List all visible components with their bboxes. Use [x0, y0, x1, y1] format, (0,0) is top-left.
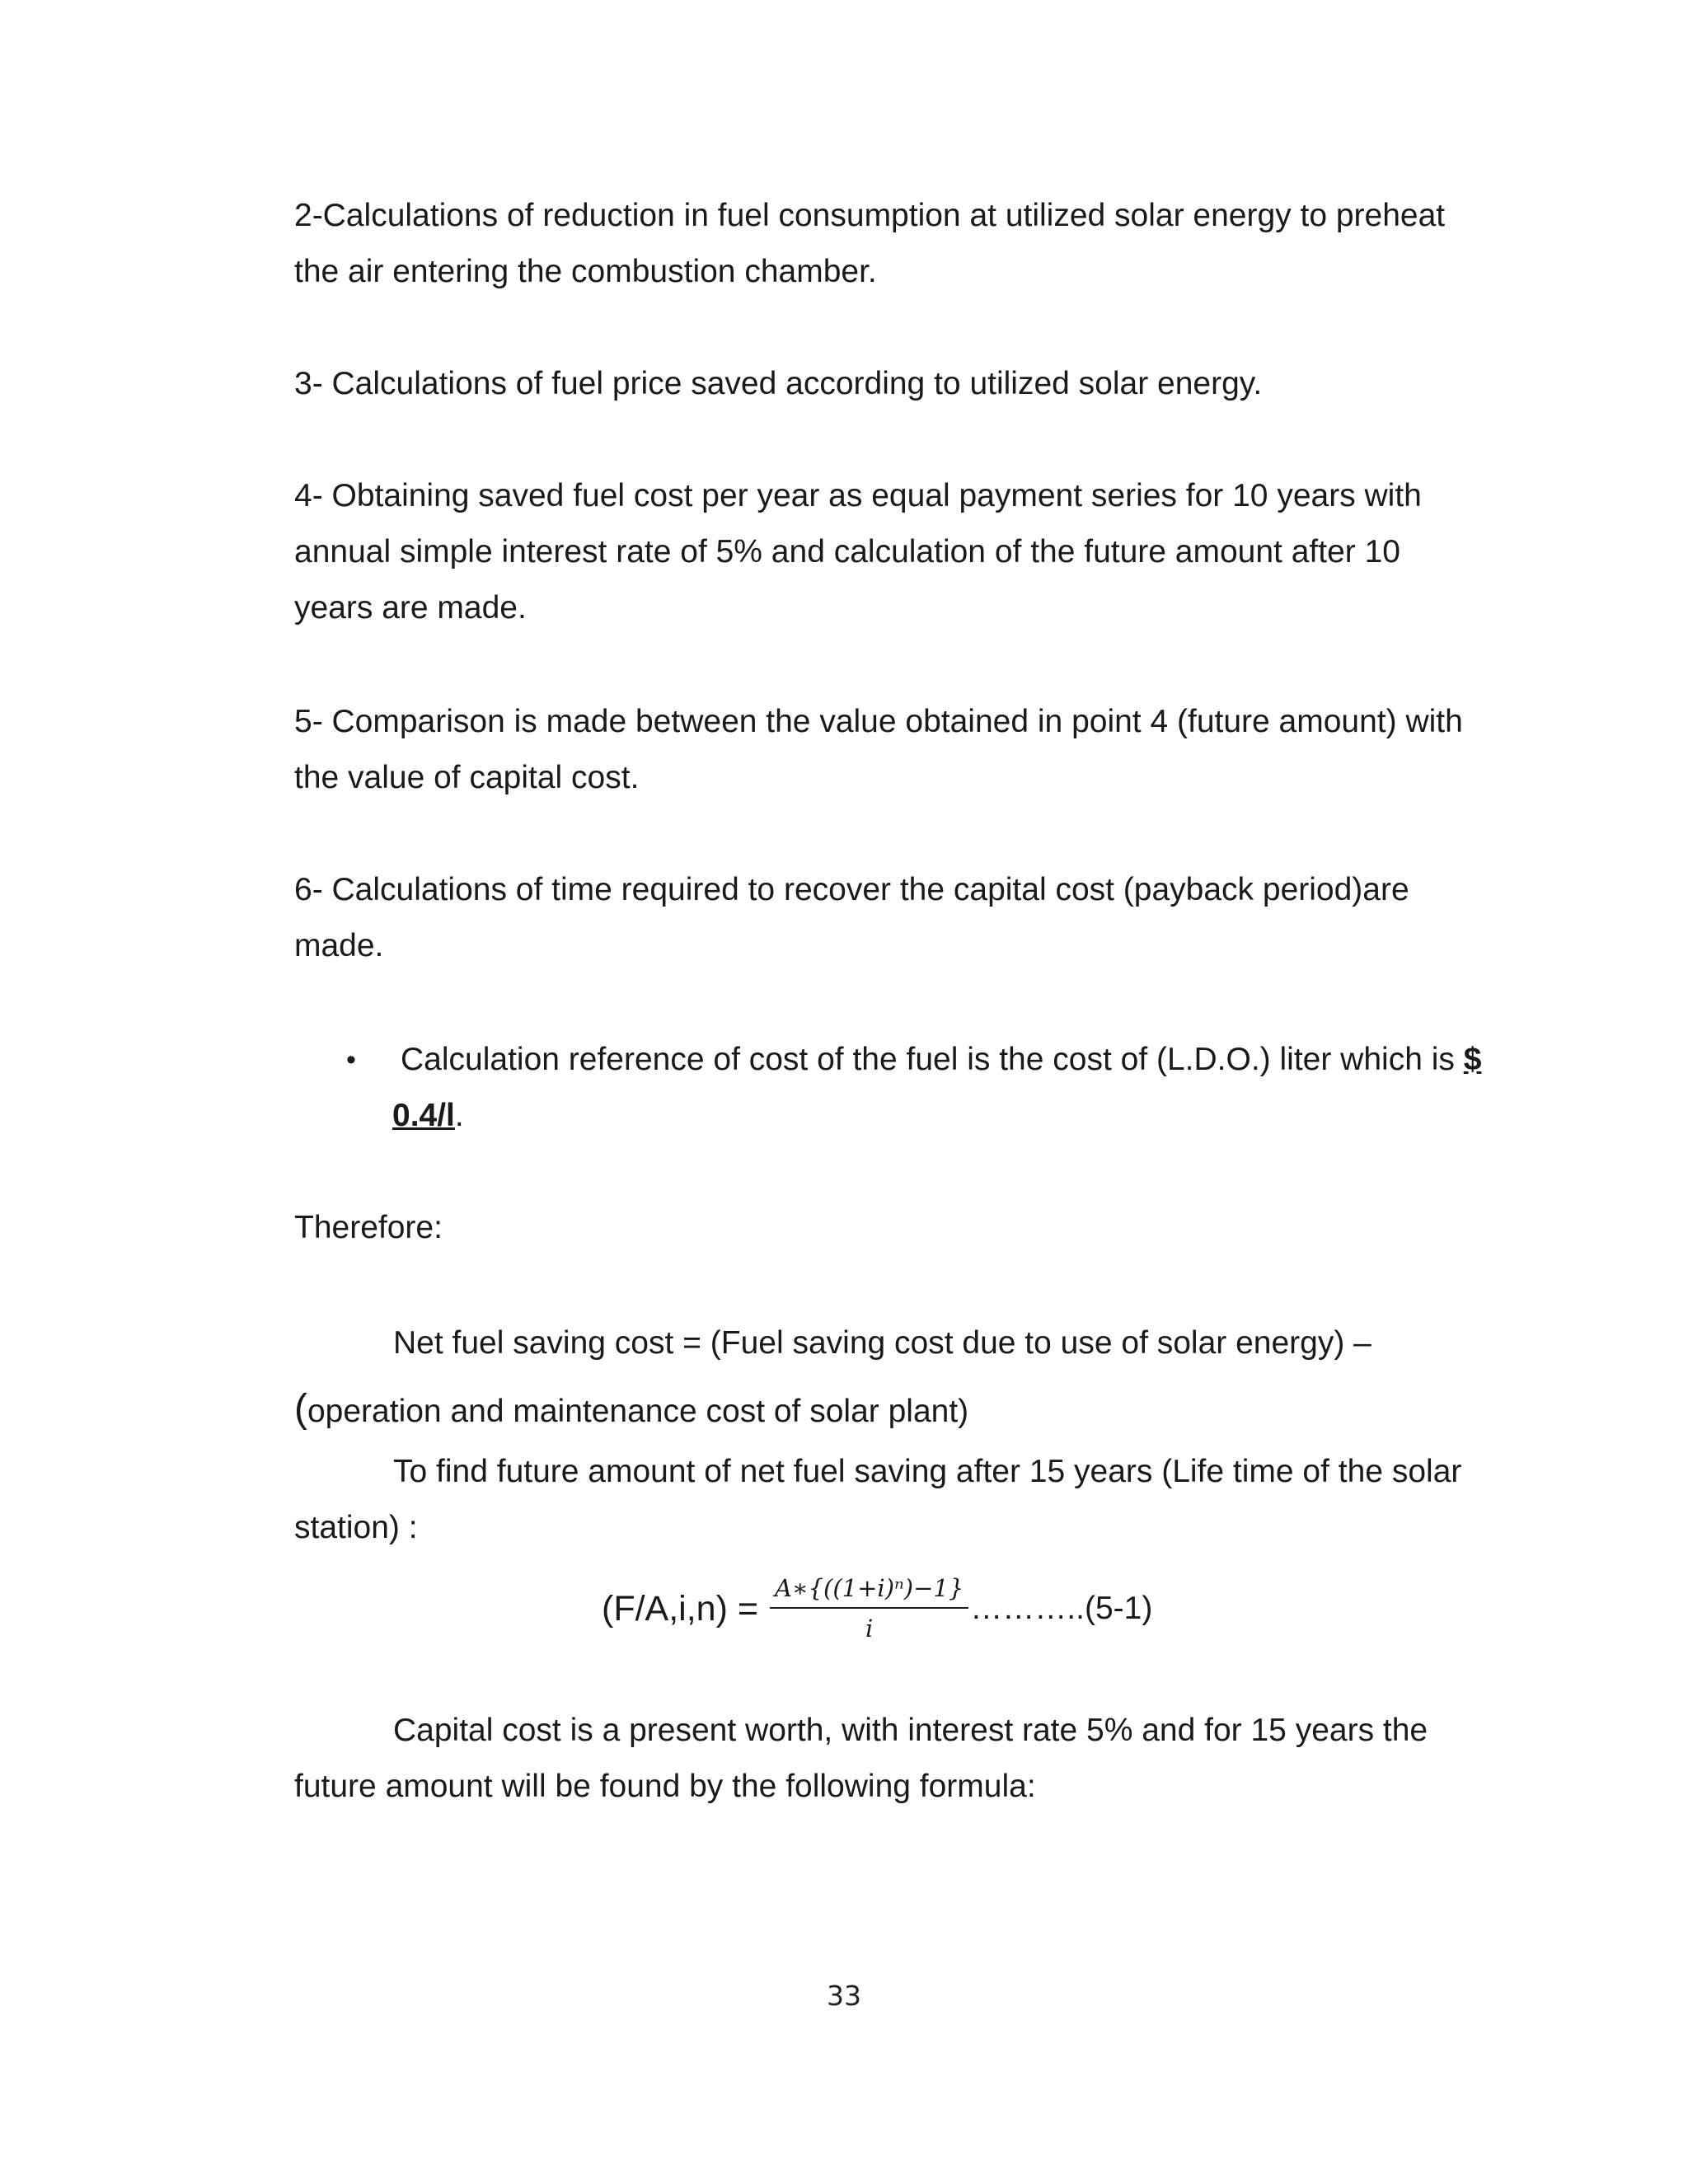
- list-item-5: 5- Comparison is made between the value obtained in point 4 (future amount) with the value of capital cost.: [294, 704, 1463, 795]
- equation-denominator: i: [865, 1615, 874, 1643]
- list-item-2: 2-Calculations of reduction in fuel consumption at utilized solar energy to preheat the air entering the combustion chamber.: [294, 198, 1446, 289]
- net-saving-text-1: Net fuel saving cost = (Fuel saving cost due to use of solar energy) –: [393, 1325, 1372, 1361]
- fuel-price: $ 0.4/l: [392, 1042, 1482, 1133]
- list-item-4: 4- Obtaining saved fuel cost per year as equal payment series for 10 years with annual simple interest rate of 5% and calculation of the future amount after 10 years are made.: [294, 478, 1422, 626]
- list-item-6: 6- Calculations of time required to recover the capital cost (payback period)are made.: [294, 872, 1409, 963]
- equation-number: ………..(5-1): [970, 1591, 1153, 1626]
- therefore-label: Therefore:: [294, 1210, 443, 1245]
- capital-cost-text: Capital cost is a present worth, with interest rate 5% and for 15 years the future amount will be found by the following formula:: [294, 1713, 1428, 1804]
- capital-cost-paragraph: [294, 1703, 1481, 1815]
- net-saving-line-1: [294, 1315, 1481, 1371]
- equation-lhs: (F/A,i,n) =: [602, 1588, 758, 1629]
- list-item-3: 3- Calculations of fuel price saved according to utilized solar energy.: [294, 366, 1263, 401]
- future-amount-text: To find future amount of net fuel saving after 15 years (Life time of the solar station) :: [294, 1454, 1462, 1545]
- bullet-note-text: Calculation reference of cost of the fuel is the cost of (L.D.O.) liter which is: [401, 1042, 1455, 1077]
- equation-5-1: [602, 1559, 1152, 1658]
- net-saving-line-2: [294, 1381, 1481, 1440]
- open-paren: (: [294, 1387, 307, 1431]
- equation-fraction: [770, 1572, 968, 1645]
- page-number: 33: [827, 1980, 861, 2012]
- bullet-note: [392, 1032, 1489, 1144]
- future-amount-paragraph: [294, 1444, 1481, 1556]
- net-saving-text-2: operation and maintenance cost of solar plant): [307, 1394, 969, 1429]
- bullet-icon: •: [346, 1044, 356, 1076]
- bullet-note-end: .: [454, 1098, 464, 1133]
- equation-numerator: A∗{((1+i)ⁿ)−1}: [770, 1572, 968, 1609]
